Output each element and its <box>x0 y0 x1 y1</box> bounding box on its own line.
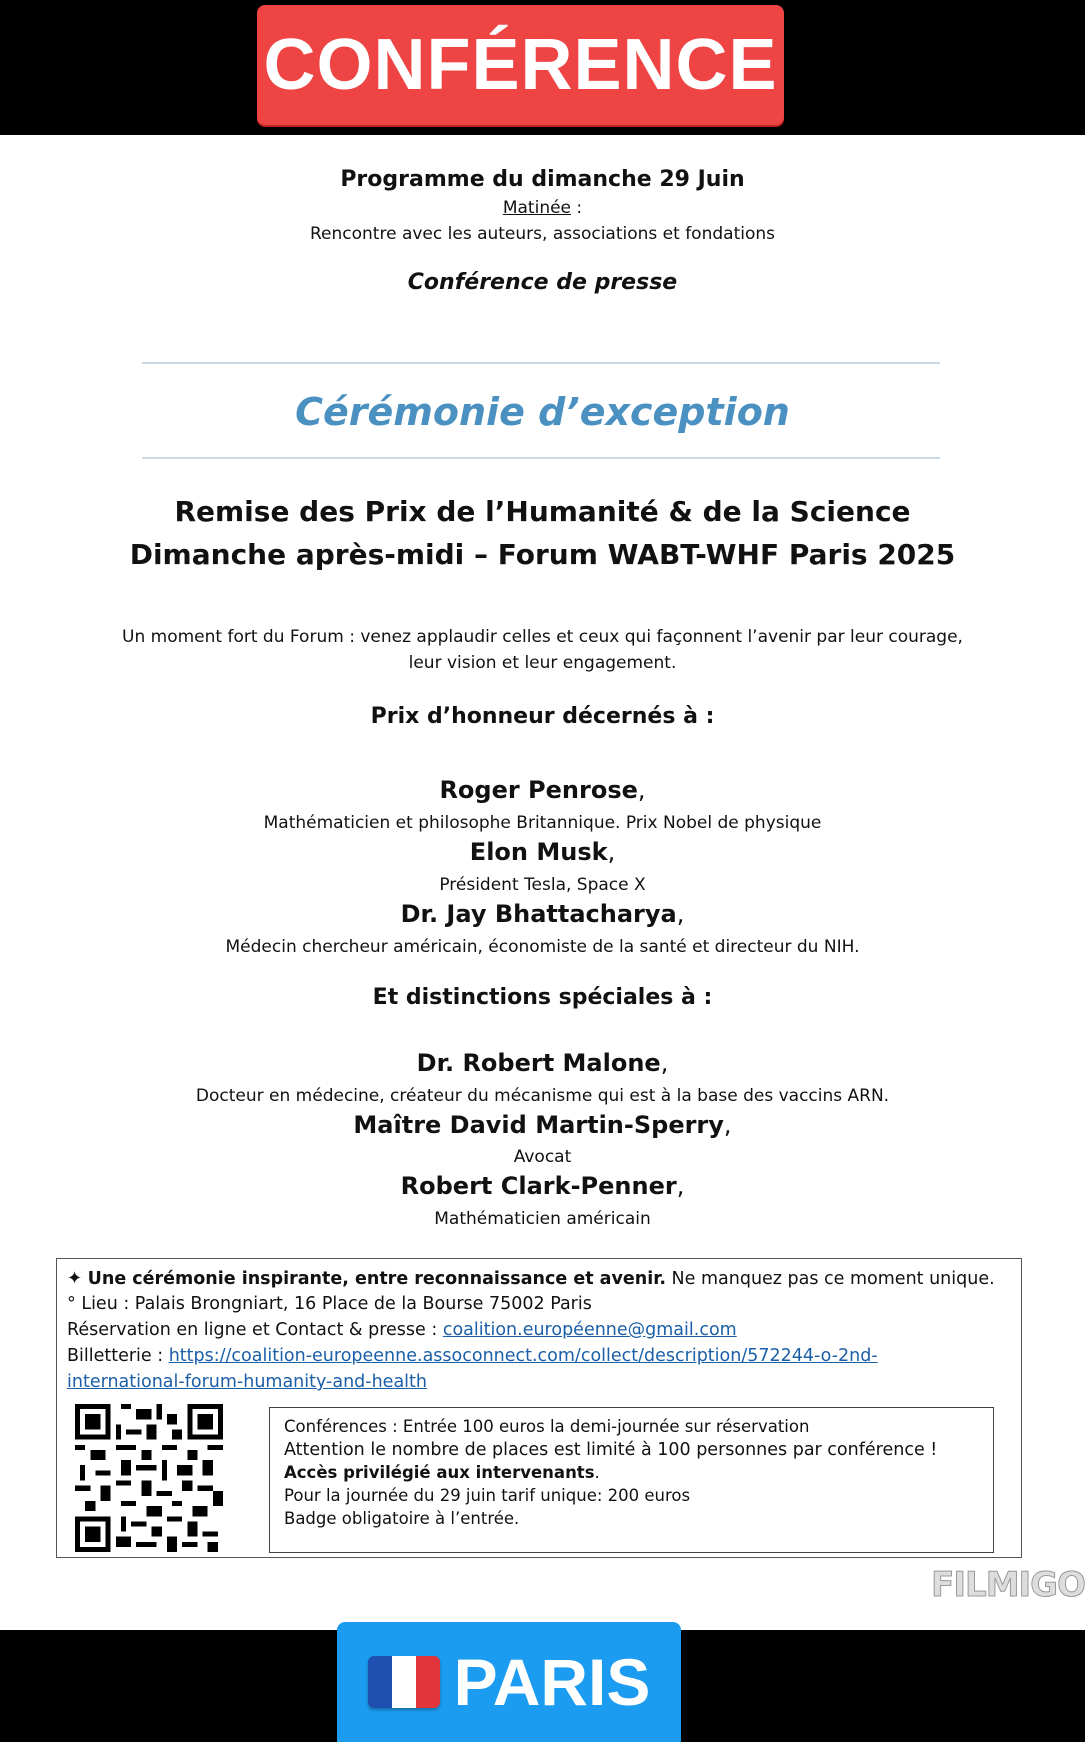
conditions-line: Badge obligatoire à l’entrée. <box>284 1509 520 1528</box>
honoree-name: Dr. Jay Bhattacharya, <box>400 900 685 928</box>
meeting-text: Rencontre avec les auteurs, associations et fondations <box>310 224 775 244</box>
conditions-box <box>269 1407 994 1553</box>
reservation-line: Réservation en ligne et Contact & presse : coalition.européenne@gmail.com <box>67 1320 737 1340</box>
morning-line: Matinée : <box>502 198 583 218</box>
morning-label: Matinée <box>502 198 572 218</box>
honoree-name: Elon Musk, <box>469 838 616 866</box>
press-conference: Conférence de presse <box>407 270 678 295</box>
honoree-desc: Médecin chercheur américain, économiste de la santé et directeur du NIH. <box>225 937 860 957</box>
france-flag-icon <box>368 1656 440 1708</box>
watermark: FILMIGO <box>931 1565 1085 1605</box>
tagline: ✦ Une cérémonie inspirante, entre reconnaissance et avenir. Ne manquez pas ce moment unique. <box>67 1268 995 1289</box>
paris-banner <box>337 1622 681 1742</box>
divider-bottom <box>142 457 940 459</box>
ceremony-title: Cérémonie d’exception <box>295 390 790 434</box>
info-box <box>56 1258 1022 1558</box>
honor-heading: Prix d’honneur décernés à : <box>370 704 715 729</box>
ticket-link-continued[interactable]: international-forum-humanity-and-health <box>67 1372 427 1392</box>
conditions-line: Accès privilégié aux intervenants. <box>284 1463 600 1482</box>
ticket-line-2 <box>67 1372 427 1392</box>
awards-title: Remise des Prix de l’Humanité & de la Science <box>174 495 911 528</box>
conference-banner: CONFÉRENCE <box>257 5 784 125</box>
paris-label: PARIS <box>453 1645 651 1719</box>
program-title: Programme du dimanche 29 Juin <box>340 167 745 192</box>
conditions-line: Pour la journée du 29 juin tarif unique: 200 euros <box>284 1486 691 1505</box>
divider-top <box>142 362 940 364</box>
special-name: Dr. Robert Malone, <box>416 1049 669 1077</box>
special-heading: Et distinctions spéciales à : <box>372 985 713 1010</box>
intro-line-2: leur vision et leur engagement. <box>408 653 677 673</box>
special-desc: Docteur en médecine, créateur du mécanisme qui est à la base des vaccins ARN. <box>195 1086 890 1106</box>
honoree-desc: Mathématicien et philosophe Britannique. Prix Nobel de physique <box>263 813 822 833</box>
special-name: Robert Clark-Penner, <box>400 1172 685 1200</box>
location: ° Lieu : Palais Brongniart, 16 Place de la Bourse 75002 Paris <box>67 1294 592 1314</box>
conditions-line: Conférences : Entrée 100 euros la demi-journée sur réservation <box>284 1417 810 1436</box>
ticket-line: Billetterie : https://coalition-europeenne.assoconnect.com/collect/description/572244-o-2nd- <box>67 1346 878 1366</box>
honoree-desc: Président Tesla, Space X <box>439 875 646 895</box>
conditions-line: Attention le nombre de places est limité à 100 personnes par conférence ! <box>284 1440 938 1460</box>
qr-code[interactable] <box>75 1404 223 1552</box>
awards-subtitle: Dimanche après-midi – Forum WABT-WHF Paris 2025 <box>129 538 956 571</box>
event-flyer <box>0 135 1085 1630</box>
ticket-link[interactable]: https://coalition-europeenne.assoconnect.com/collect/description/572244-o-2nd- <box>168 1346 878 1366</box>
special-desc: Mathématicien américain <box>434 1209 651 1229</box>
sparkle-icon: ✦ <box>67 1268 83 1289</box>
honoree-name: Roger Penrose, <box>439 776 646 804</box>
intro-line-1: Un moment fort du Forum : venez applaudir celles et ceux qui façonnent l’avenir par leur courage, <box>122 627 963 647</box>
special-desc: Avocat <box>513 1147 572 1167</box>
email-link[interactable]: coalition.européenne@gmail.com <box>442 1320 737 1340</box>
special-name: Maître David Martin-Sperry, <box>353 1111 732 1139</box>
